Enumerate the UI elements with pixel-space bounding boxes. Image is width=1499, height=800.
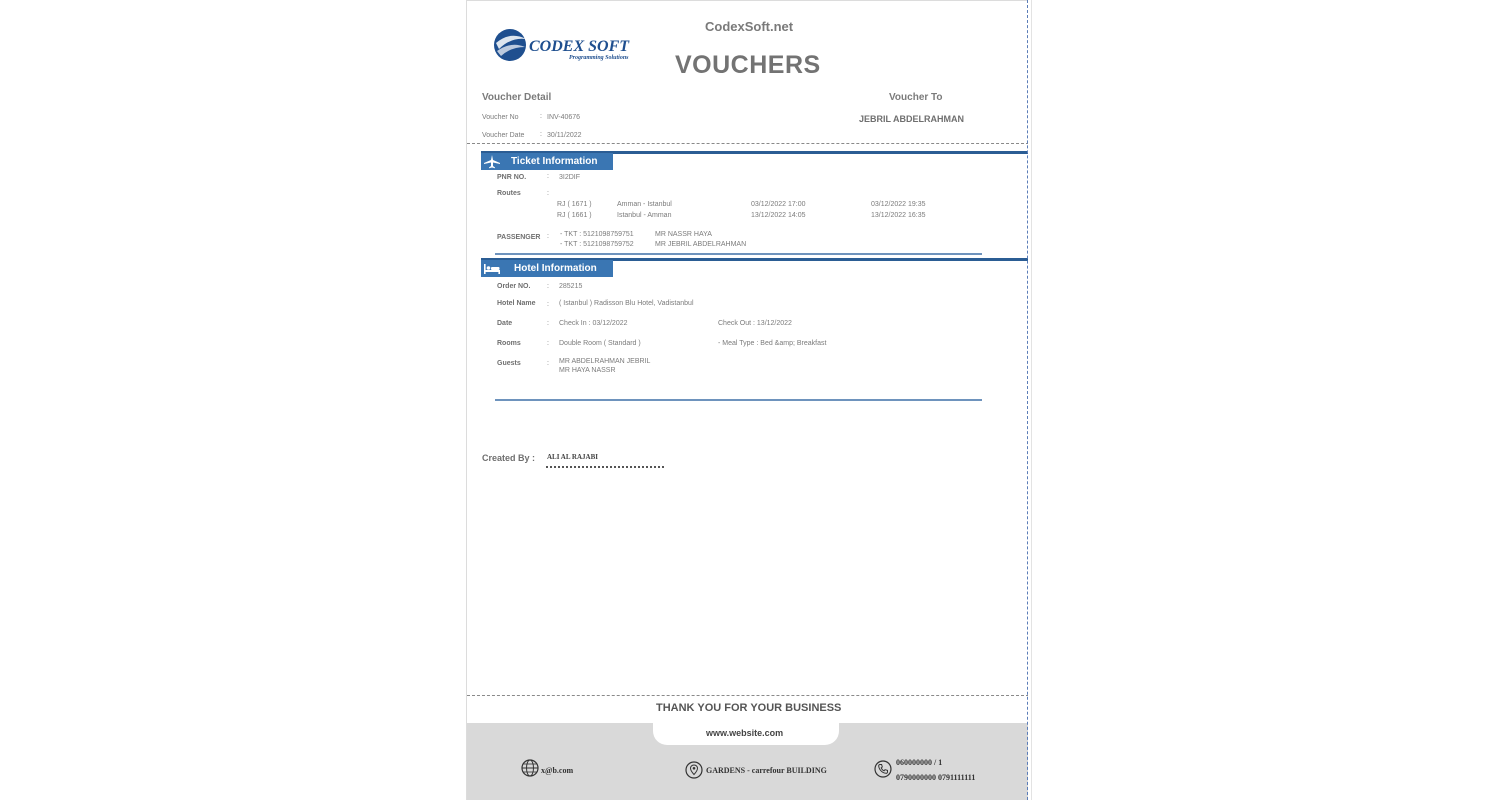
pnr-label: PNR NO. xyxy=(497,174,527,181)
page-edge-dashed xyxy=(1027,0,1028,800)
route-path: Amman - Istanbul xyxy=(617,201,672,208)
passenger-name: MR NASSR HAYA xyxy=(655,231,712,238)
guest-name: MR HAYA NASSR xyxy=(559,367,616,374)
hotel-date-label: Date xyxy=(497,320,513,327)
hotel-name-label: Hotel Name xyxy=(497,300,536,307)
page-edge xyxy=(1031,0,1032,800)
location-pin-icon xyxy=(685,761,703,779)
thank-you-message: THANK YOU FOR YOUR BUSINESS xyxy=(656,702,842,714)
rooms-sep: : xyxy=(547,340,549,347)
hotel-date-sep: : xyxy=(547,320,549,327)
route-path: Istanbul - Amman xyxy=(617,212,672,219)
hotel-section-heading: Hotel Information xyxy=(514,263,597,274)
pnr-value: 3I2DIF xyxy=(559,174,581,181)
ticket-section-heading: Ticket Information xyxy=(511,156,598,167)
voucher-no-value: INV-40676 xyxy=(547,114,581,121)
pnr-sep: : xyxy=(547,173,549,180)
voucher-to-heading: Voucher To xyxy=(889,92,943,103)
footer-divider xyxy=(467,695,1028,696)
voucher-no-sep: : xyxy=(540,113,542,120)
ticket-section-rule xyxy=(495,253,982,255)
check-in: Check In : 03/12/2022 xyxy=(559,320,628,327)
hotel-section-rule xyxy=(495,399,982,401)
logo-text: CODEX SOFT xyxy=(529,38,630,55)
passenger-name: MR JEBRIL ABDELRAHMAN xyxy=(655,241,747,248)
codex-soft-logo xyxy=(493,25,633,65)
page-title: VOUCHERS xyxy=(675,51,821,79)
rooms-label: Rooms xyxy=(497,340,521,347)
ticket-section-tab xyxy=(481,153,613,170)
footer-phone-1: 060000000 / 1 xyxy=(896,758,943,767)
voucher-to-name: JEBRIL ABDELRAHMAN xyxy=(859,114,965,124)
signature-line xyxy=(546,466,664,468)
order-label: Order NO. xyxy=(497,283,531,290)
voucher-page xyxy=(466,0,1028,800)
voucher-no-label: Voucher No xyxy=(482,114,519,121)
hotel-section-tab xyxy=(481,260,613,277)
voucher-detail-heading: Voucher Detail xyxy=(482,92,552,103)
passenger-sep: : xyxy=(547,233,549,240)
voucher-date-label: Voucher Date xyxy=(482,132,525,139)
hotel-name-sep: : xyxy=(547,301,549,308)
created-by-name: ALI AL RAJABI xyxy=(547,453,598,461)
routes-sep: : xyxy=(547,190,549,197)
route-arrival: 03/12/2022 19:35 xyxy=(871,201,926,208)
footer-address: GARDENS - carrefour BUILDING xyxy=(706,766,827,775)
guests-sep: : xyxy=(547,360,549,367)
guests-label: Guests xyxy=(497,360,521,367)
guest-name: MR ABDELRAHMAN JEBRIL xyxy=(559,358,651,365)
footer-phone-2: 0790000000 0791111111 xyxy=(896,773,976,782)
check-out: Check Out : 13/12/2022 xyxy=(718,320,792,327)
website-title: CodexSoft.net xyxy=(705,19,794,34)
route-flight: RJ ( 1671 ) xyxy=(557,201,592,208)
hotel-name-value: ( Istanbul ) Radisson Blu Hotel, Vadistanbul xyxy=(559,300,694,307)
header-divider xyxy=(467,143,1028,144)
bed-icon xyxy=(483,261,501,276)
order-sep: : xyxy=(547,283,549,290)
voucher-date-sep: : xyxy=(540,131,542,138)
footer-website: www.website.com xyxy=(706,728,784,738)
airplane-icon xyxy=(483,154,501,169)
passenger-ticket: - TKT : 5121098759751 xyxy=(560,231,634,238)
meal-type: - Meal Type : Bed &amp; Breakfast xyxy=(718,340,827,347)
route-departure: 03/12/2022 17:00 xyxy=(751,201,806,208)
route-flight: RJ ( 1661 ) xyxy=(557,212,592,219)
passenger-ticket: - TKT : 5121098759752 xyxy=(560,241,634,248)
globe-icon xyxy=(521,759,539,777)
routes-label: Routes xyxy=(497,190,521,197)
order-value: 285215 xyxy=(559,283,583,290)
passenger-label: PASSENGER xyxy=(497,234,541,241)
rooms-value: Double Room ( Standard ) xyxy=(559,340,641,347)
route-departure: 13/12/2022 14:05 xyxy=(751,212,806,219)
footer-email: x@b.com xyxy=(541,766,574,775)
route-arrival: 13/12/2022 16:35 xyxy=(871,212,926,219)
phone-icon xyxy=(874,760,892,778)
voucher-date-value: 30/11/2022 xyxy=(547,132,582,139)
logo-tagline: Programming Solutions xyxy=(569,55,629,61)
created-by-label: Created By : xyxy=(482,453,536,463)
